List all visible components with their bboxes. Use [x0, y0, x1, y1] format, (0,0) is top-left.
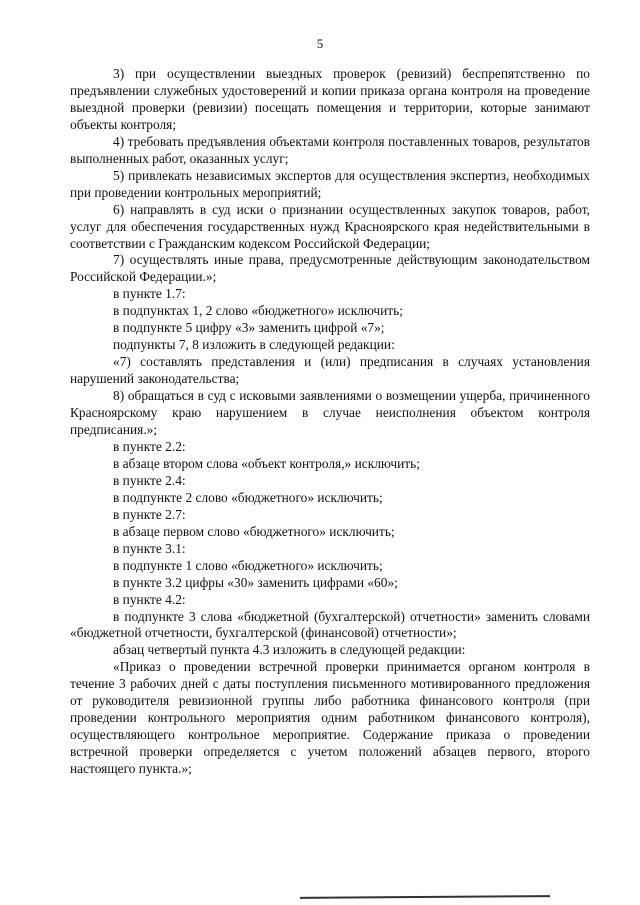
- paragraph: в пункте 4.2:: [113, 591, 186, 607]
- paragraph: в подпункте 2 слово «бюджетного» исключить;: [113, 489, 383, 505]
- paragraph: в пункте 2.7:: [113, 506, 186, 522]
- paragraph: 6) направлять в суд иски о признании осуществленных закупок товаров, работ, услуг для обеспечения государственных нужд Красноярского края недействительными в соответствии с Гражданским кодексом Российской Федерации;: [70, 201, 590, 251]
- paragraph: в абзаце первом слово «бюджетного» исключить;: [113, 523, 395, 539]
- paragraph: 7) осуществлять иные права, предусмотренные действующим законодательством Российской Федерации.»;: [70, 252, 590, 285]
- paragraph: 5) привлекать независимых экспертов для осуществления экспертиз, необходимых при проведении контрольных мероприятий;: [70, 167, 590, 200]
- paragraph: 3) при осуществлении выездных проверок (ревизий) беспрепятственно по предъявлении служебных удостоверений и копии приказа органа контроля на проведение выездной проверки (ревизии) посещать помещения и территории, которые занимают объекты контроля;: [70, 66, 590, 132]
- paragraph: в пункте 3.1:: [113, 540, 186, 556]
- document-body: [70, 66, 590, 778]
- paragraph: в подпункте 3 слова «бюджетной (бухгалтерской) отчетности» заменить словами «бюджетной отчетности, бухгалтерской (финансовой) отчетности»;: [70, 608, 590, 641]
- paragraph: в пункте 3.2 цифры «30» заменить цифрами «60»;: [113, 574, 398, 590]
- paragraph: 4) требовать предъявления объектами контроля поставленных товаров, результатов выполненных работ, оказанных услуг;: [70, 133, 590, 166]
- paragraph: в пункте 2.2:: [113, 438, 186, 454]
- paragraph: подпункты 7, 8 изложить в следующей редакции:: [113, 337, 395, 353]
- paragraph: абзац четвертый пункта 4.3 изложить в следующей редакции:: [113, 642, 466, 658]
- page-number: 5: [316, 36, 324, 51]
- paragraph: в подпункте 1 слово «бюджетного» исключить;: [113, 557, 383, 573]
- paragraph: «7) составлять представления и (или) предписания в случаях установления нарушений законодательства;: [70, 354, 590, 387]
- paragraph: в подпункте 5 цифру «3» заменить цифрой «7»;: [113, 320, 385, 336]
- paragraph: «Приказ о проведении встречной проверки принимается органом контроля в течение 3 рабочих дней с даты поступления письменного мотивированного предложения от руководителя ревизионной группы либо работника финансового контроля (при проведении контрольного мероприятия одним работником финансового контроля), осуществляющего контрольное мероприятие. Содержание приказа о проведении встречной проверки определяется с учетом положений абзацев первого, второго настоящего пункта.»;: [70, 659, 590, 777]
- scan-edge-line: [300, 895, 550, 899]
- paragraph: в абзаце втором слова «объект контроля,» исключить;: [113, 455, 420, 471]
- paragraph: в пункте 1.7:: [113, 286, 186, 302]
- paragraph: в подпунктах 1, 2 слово «бюджетного» исключить;: [113, 303, 403, 319]
- paragraph: в пункте 2.4:: [113, 472, 186, 488]
- paragraph: 8) обращаться в суд с исковыми заявлениями о возмещении ущерба, причиненного Красноярскому краю нарушением в случае неисполнения объектом контроля предписания.»;: [70, 388, 590, 438]
